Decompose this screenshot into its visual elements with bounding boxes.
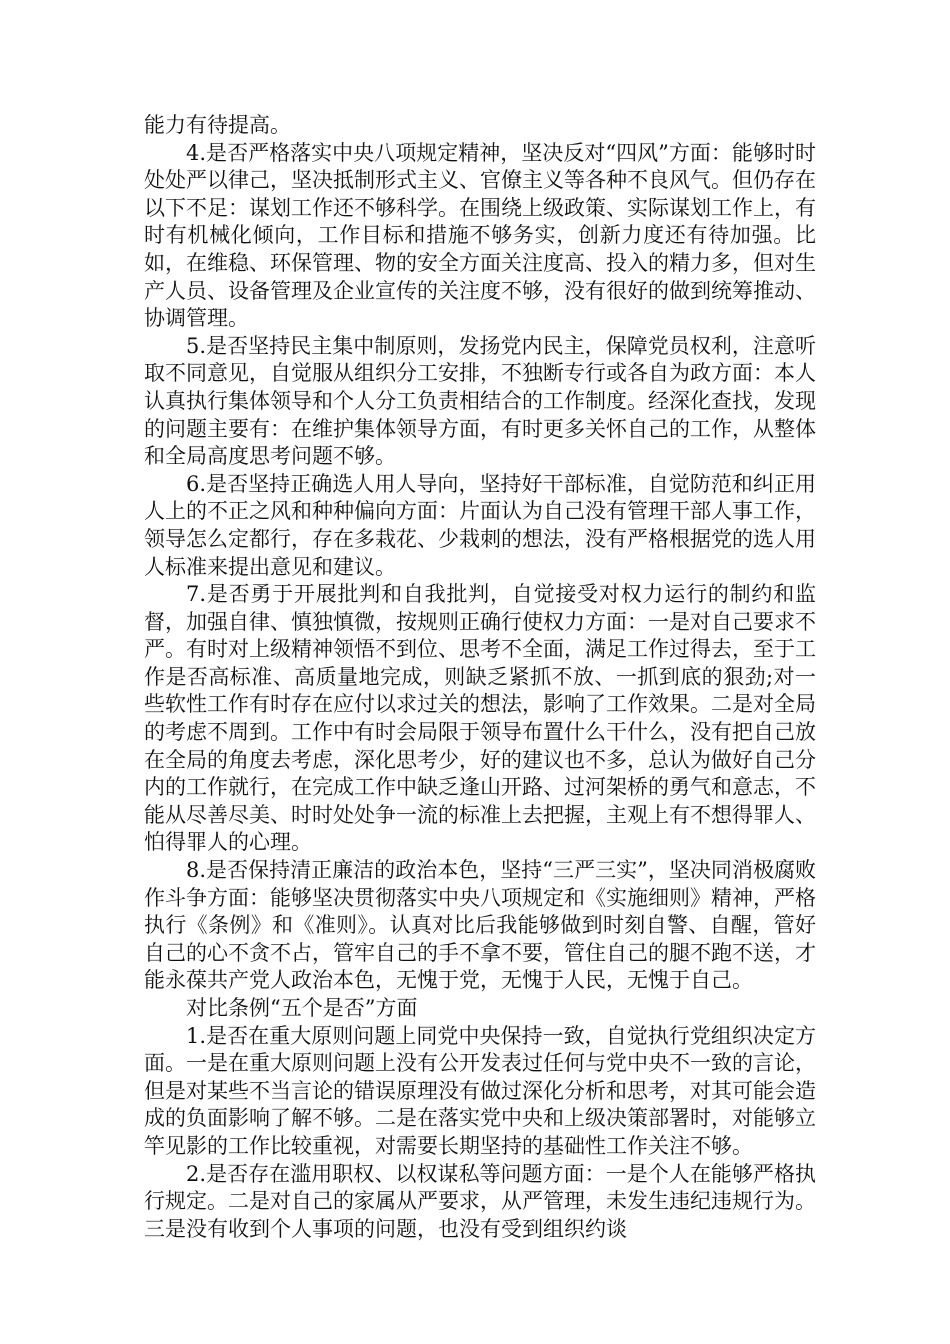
paragraph-item-8: 8.是否保持清正廉洁的政治本色，坚持“三严三实”，坚决同消极腐败作斗争方面：能够坚决贯彻落实中央八项规定和《实施细则》精神，严格执行《条例》和《准则》。认真对比后我能够做到时刻自警、自醒，管好自己的心不贪不占，管牢自己的手不拿不要，管住自己的腿不跑不送，才能永葆共产党人政治本色，无愧于党，无愧于人民，无愧于自己。 — [144, 858, 816, 993]
paragraph-item-7: 7.是否勇于开展批判和自我批判，自觉接受对权力运行的制约和监督，加强自律、慎独慎微，按规则正确行使权力方面：一是对自己要求不严。有时对上级精神领悟不到位、思考不全面，满足工作过得去，至于工作是否高标准、高质量地完成，则缺乏紧抓不放、一抓到底的狠劲;对一些软性工作有时存在应付以求过关的想法，影响了工作效果。二是对全局的考虑不周到。工作中有时会局限于领导布置什么干什么，没有把自己放在全局的角度去考虑，深化思考少，好的建议也不多，总认为做好自己分内的工作就行，在完成工作中缺乏逢山开路、过河架桥的勇气和意志，不能从尽善尽美、时时处处争一流的标准上去把握，主观上有不想得罪人、怕得罪人的心理。 — [144, 582, 816, 855]
section-heading: 对比条例“五个是否”方面 — [186, 996, 418, 1020]
paragraph-section-item-1: 1.是否在重大原则问题上同党中央保持一致，自觉执行党组织决定方面。一是在重大原则问题上没有公开发表过任何与党中央不一致的言论，但是对某些不当言论的错误原理没有做过深化分析和思考，对其可能会造成的负面影响了解不够。二是在落实党中央和上级决策部署时，对能够立竿见影的工作比较重视，对需要长期坚持的基础性工作关注不够。 — [144, 1023, 816, 1158]
paragraph-continuation: 能力有待提高。 — [144, 113, 291, 137]
paragraph-section-item-2: 2.是否存在滥用职权、以权谋私等问题方面：一是个人在能够严格执行规定。二是对自己的家属从严要求，从严管理，未发生违纪违规行为。三是没有收到个人事项的问题，也没有受到组织约谈 — [144, 1161, 816, 1241]
paragraph-item-5: 5.是否坚持民主集中制原则，发扬党内民主，保障党员权利，注意听取不同意见，自觉服从组织分工安排，不独断专行或各自为政方面：本人认真执行集体领导和个人分工负责相结合的工作制度。经深化查找，发现的问题主要有：在维护集体领导方面，有时更多关怀自己的工作，从整体和全局高度思考问题不够。 — [144, 333, 816, 469]
paragraph-item-6: 6.是否坚持正确选人用人导向，坚持好干部标准，自觉防范和纠正用人上的不正之风和种种偏向方面：片面认为自己没有管理干部人事工作，领导怎么定都行，存在多栽花、少栽刺的想法，没有严格根据党的选人用人标准来提出意见和建议。 — [144, 471, 816, 579]
paragraph-item-4: 4.是否严格落实中央八项规定精神，坚决反对“四风”方面：能够时时处处严以律己，坚决抵制形式主义、官僚主义等各种不良风气。但仍存在以下不足：谋划工作还不够科学。在围绕上级政策、实际谋划工作上，有时有机械化倾向，工作目标和措施不够务实，创新力度还有待加强。比如，在维稳、环保管理、物的安全方面关注度高、投入的精力多，但对生产人员、设备管理及企业宣传的关注度不够，没有很好的做到统筹推动、协调管理。 — [144, 140, 816, 331]
document-page — [144, 112, 816, 1243]
